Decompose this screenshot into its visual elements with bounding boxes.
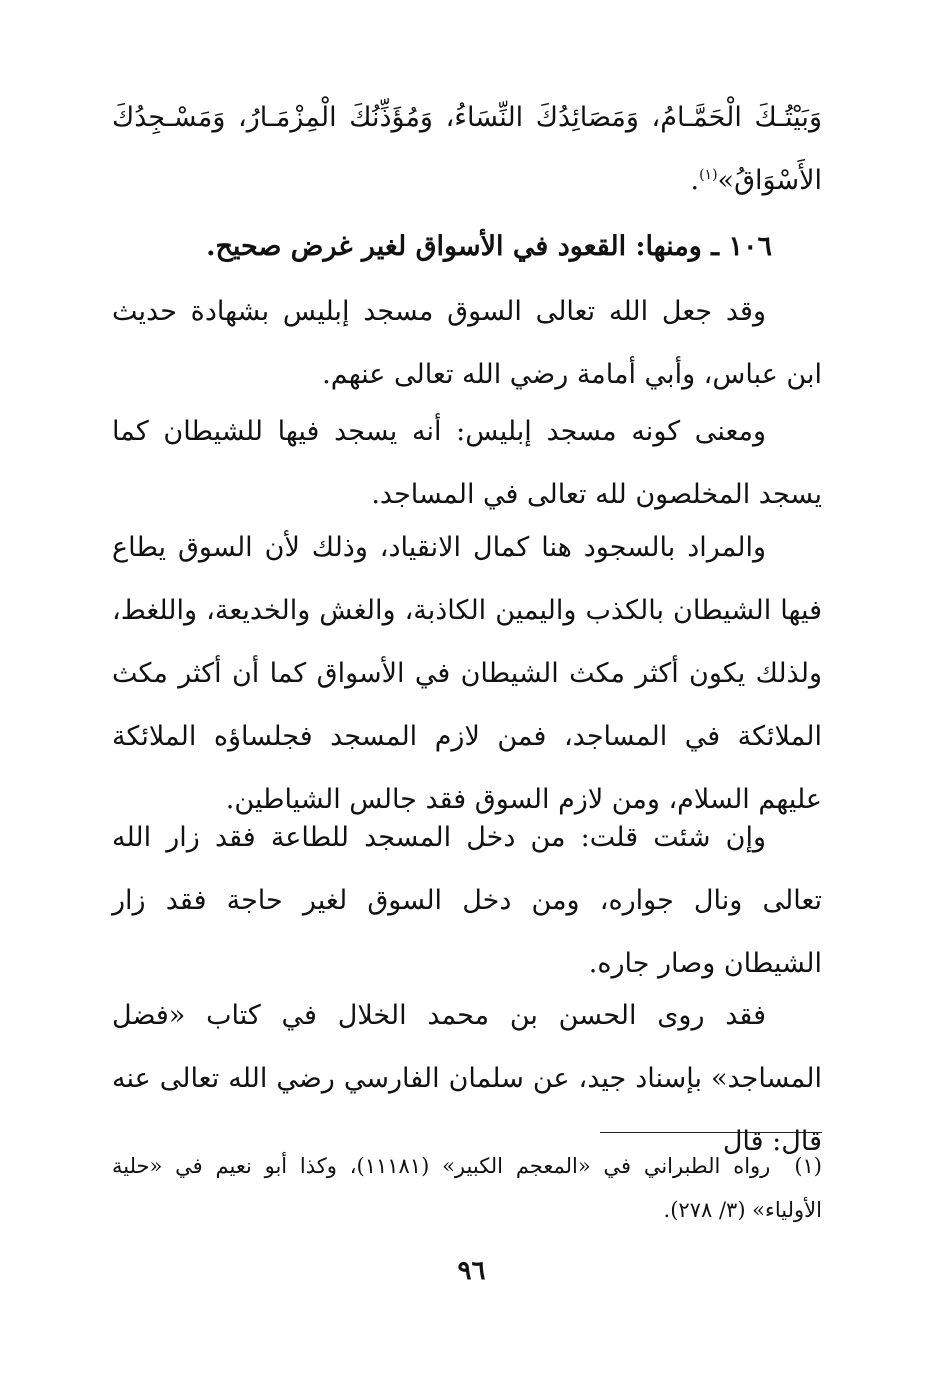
footnote-number: (١) (794, 1154, 822, 1178)
sentence-end: . (690, 165, 700, 196)
paragraph-1: وقد جعل الله تعالى السوق مسجد إبليس بشهادة حديث ابن عباس، وأبي أمامة رضي الله تعالى عنهم. (112, 296, 822, 390)
hadith-text: وَبَيْتُـكَ الْحَمَّـامُ، وَمَصَائِدُكَ النِّسَاءُ، وَمُؤَذِّنُكَ الْمِزْمَـارُ، وَمَسْـجِدُكَ الأَسْوَاقُ» (112, 102, 822, 196)
paragraph-2: ومعنى كونه مسجد إبليس: أنه يسجد فيها للشيطان كما يسجد المخلصون لله تعالى في المساجد. (112, 416, 822, 510)
footnote-reference: (١) (699, 167, 718, 183)
paragraph-5: فقد روى الحسن بن محمد الخلال في كتاب «فضل المساجد» بإسناد جيد، عن سلمان الفارسي رضي الله تعالى عنه قال: قال (112, 1000, 822, 1157)
paragraph-3: والمراد بالسجود هنا كمال الانقياد، وذلك لأن السوق يطاع فيها الشيطان بالكذب واليمين الكاذبة، والغش والخديعة، واللغط، ولذلك يكون أكثر مكث الشيطان في الأسواق كما أن أكثر مكث الملائكة في المساجد، فمن لازم المسجد فجلساؤه الملائكة عليهم السلام، ومن لازم السوق فقد جالس الشياطين. (112, 532, 822, 815)
hadith-continuation (112, 86, 822, 212)
section-heading: ١٠٦ ـ ومنها: القعود في الأسواق لغير غرض صحيح. (206, 231, 772, 262)
footnote-text: رواه الطبراني في «المعجم الكبير» (١١١٨١)، وكذا أبو نعيم في «حلية الأولياء» (٣/ ٢٧٨). (112, 1154, 822, 1222)
page-number: ٩٦ (457, 1256, 486, 1286)
footnote (112, 1144, 822, 1232)
paragraph-4: وإن شئت قلت: من دخل المسجد للطاعة فقد زار الله تعالى ونال جواره، ومن دخل السوق لغير حاجة فقد زار الشيطان وصار جاره. (112, 822, 822, 979)
footnote-divider (600, 1132, 822, 1133)
